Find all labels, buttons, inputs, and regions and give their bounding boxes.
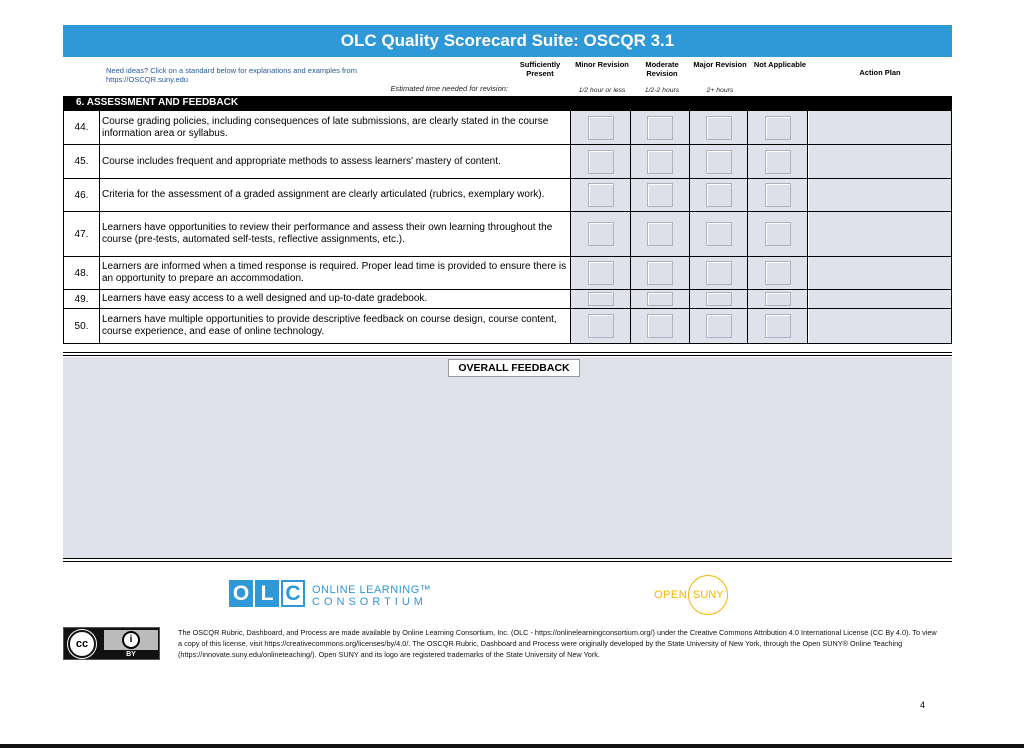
moderate-revision-checkbox[interactable] xyxy=(647,183,673,207)
standard-text: Learners are informed when a timed response is required. Proper lead time is provided to ensure there is an opportunity to prepare an accommodation. xyxy=(102,261,567,284)
not-applicable-cell xyxy=(748,145,808,178)
minor-revision-checkbox[interactable] xyxy=(588,150,614,174)
overall-feedback-label: OVERALL FEEDBACK xyxy=(448,359,580,377)
standard-number: 50. xyxy=(63,309,100,343)
cc-icon: cc xyxy=(68,630,96,658)
major-revision-cell xyxy=(690,179,748,211)
standard-number: 47. xyxy=(63,212,100,256)
moderate-revision-cell xyxy=(631,309,690,343)
minor-revision-checkbox[interactable] xyxy=(588,292,614,306)
not-applicable-checkbox[interactable] xyxy=(765,183,791,207)
table-row xyxy=(63,212,952,257)
action-plan-field[interactable] xyxy=(809,212,952,256)
minor-revision-checkbox[interactable] xyxy=(588,314,614,338)
col-header-moderate-revision: Moderate Revision xyxy=(645,60,679,78)
standard-text: Learners have multiple opportunities to provide descriptive feedback on course design, course content, course experience, and ease of online technology. xyxy=(102,314,557,337)
action-plan-field[interactable] xyxy=(809,257,952,289)
not-applicable-cell xyxy=(748,257,808,289)
olc-logo-letter-o: O xyxy=(229,580,253,607)
overall-feedback-area[interactable] xyxy=(63,357,952,558)
major-revision-cell xyxy=(690,212,748,256)
not-applicable-checkbox[interactable] xyxy=(765,116,791,140)
standard-number: 45. xyxy=(63,145,100,178)
moderate-revision-checkbox[interactable] xyxy=(647,314,673,338)
minor-revision-cell xyxy=(572,111,631,144)
table-row xyxy=(63,179,952,212)
table-row xyxy=(63,290,952,309)
not-applicable-checkbox[interactable] xyxy=(765,150,791,174)
minor-revision-cell xyxy=(572,212,631,256)
not-applicable-checkbox[interactable] xyxy=(765,261,791,285)
major-revision-cell xyxy=(690,290,748,308)
standard-text: Learners have easy access to a well designed and up-to-date gradebook. xyxy=(102,293,428,304)
major-revision-checkbox[interactable] xyxy=(706,261,732,285)
standard-text: Course grading policies, including consequences of late submissions, are clearly stated in the course information area or syllabus. xyxy=(102,115,549,139)
action-plan-field[interactable] xyxy=(809,309,952,343)
major-revision-cell xyxy=(690,145,748,178)
table-row xyxy=(63,145,952,179)
minor-revision-checkbox[interactable] xyxy=(588,116,614,140)
minor-revision-cell xyxy=(572,309,631,343)
not-applicable-checkbox[interactable] xyxy=(765,222,791,246)
table-row xyxy=(63,111,952,145)
major-revision-checkbox[interactable] xyxy=(706,183,732,207)
page-title: OLC Quality Scorecard Suite: OSCQR 3.1 xyxy=(63,25,952,57)
overall-bottom-rule xyxy=(63,558,952,562)
major-revision-checkbox[interactable] xyxy=(706,292,732,306)
table-row xyxy=(63,309,952,344)
olc-logo-letter-l: L xyxy=(255,580,279,607)
major-revision-cell xyxy=(690,257,748,289)
table-row xyxy=(63,257,952,290)
minor-revision-cell xyxy=(572,179,631,211)
moderate-revision-checkbox[interactable] xyxy=(647,261,673,285)
not-applicable-checkbox[interactable] xyxy=(765,314,791,338)
moderate-revision-checkbox[interactable] xyxy=(647,150,673,174)
moderate-revision-checkbox[interactable] xyxy=(647,222,673,246)
standard-text-link[interactable] xyxy=(100,309,571,343)
minor-revision-cell xyxy=(572,257,631,289)
col-header-sufficiently-present: Sufficiently Present xyxy=(519,60,561,78)
col-sub-major: 2+ hours xyxy=(706,87,734,94)
col-header-minor-revision: Minor Revision xyxy=(575,60,629,69)
minor-revision-checkbox[interactable] xyxy=(588,183,614,207)
olc-logo-letter-c: C xyxy=(281,580,305,607)
minor-revision-checkbox[interactable] xyxy=(588,222,614,246)
open-suny-logo xyxy=(650,575,770,615)
open-suny-suny-text: SUNY xyxy=(693,589,724,601)
major-revision-checkbox[interactable] xyxy=(706,150,732,174)
not-applicable-cell xyxy=(748,212,808,256)
major-revision-cell xyxy=(690,309,748,343)
action-plan-field[interactable] xyxy=(809,111,952,144)
minor-revision-checkbox[interactable] xyxy=(588,261,614,285)
major-revision-checkbox[interactable] xyxy=(706,222,732,246)
moderate-revision-checkbox[interactable] xyxy=(647,116,673,140)
license-text: The OSCQR Rubric, Dashboard, and Process are made available by Online Learning Consortium, Inc. (OLC - https://onlinelearningconsortium.org/) under the Creative Commons Attribution 4.0 International License (CC By 4.0). To view a copy of this license, visit https://creativecommons.org/licenses/by/4.0/. The OSCQR Rubric, Dashboard and Process were originally developed by the State University of New York, through the Open SUNY® Online Teaching (https://innovate.suny.edu/onlineteaching/). Open SUNY and its logo are registered trademarks of the State University of New York. xyxy=(178,628,937,659)
moderate-revision-cell xyxy=(631,179,690,211)
standard-text-link[interactable] xyxy=(100,257,571,289)
action-plan-field[interactable] xyxy=(809,179,952,211)
attribution-person-icon: i xyxy=(122,631,140,649)
col-sub-moderate: 1/2-2 hours xyxy=(644,87,680,94)
moderate-revision-cell xyxy=(631,290,690,308)
open-suny-open-text: OPEN xyxy=(654,589,688,601)
standard-text-link[interactable] xyxy=(100,179,571,211)
moderate-revision-cell xyxy=(631,111,690,144)
moderate-revision-cell xyxy=(631,212,690,256)
not-applicable-cell xyxy=(748,290,808,308)
standard-text: Criteria for the assessment of a graded assignment are clearly articulated (rubrics, exemplary work). xyxy=(102,189,545,200)
standard-text-link[interactable] xyxy=(100,290,571,308)
not-applicable-cell xyxy=(748,111,808,144)
action-plan-field[interactable] xyxy=(809,290,952,308)
col-sub-minor: 1/2 hour or less xyxy=(578,87,626,94)
not-applicable-checkbox[interactable] xyxy=(765,292,791,306)
standard-text-link[interactable] xyxy=(100,111,571,144)
moderate-revision-cell xyxy=(631,145,690,178)
standard-number: 49. xyxy=(63,290,100,308)
minor-revision-cell xyxy=(572,290,631,308)
standard-number: 48. xyxy=(63,257,100,289)
major-revision-checkbox[interactable] xyxy=(706,116,732,140)
cc-by-label: BY xyxy=(126,651,136,658)
col-header-not-applicable: Not Applicable xyxy=(753,60,807,69)
standard-text: Learners have opportunities to review their performance and assess their own learning throughout the course (pre-tests, automated self-tests, reflective assignments, etc.). xyxy=(102,222,553,245)
page-bottom-rule xyxy=(0,744,1024,748)
estimated-time-label: Estimated time needed for revision: xyxy=(390,84,508,93)
standard-number: 46. xyxy=(63,179,100,211)
not-applicable-cell xyxy=(748,179,808,211)
standard-text-link[interactable] xyxy=(100,212,571,256)
col-header-major-revision: Major Revision xyxy=(693,60,747,69)
major-revision-checkbox[interactable] xyxy=(706,314,732,338)
page-number: 4 xyxy=(920,700,926,710)
hints-link-text[interactable]: Need ideas? Click on a standard below for explanations and examples from https://OSCQR.suny.edu xyxy=(106,66,357,84)
not-applicable-cell xyxy=(748,309,808,343)
moderate-revision-checkbox[interactable] xyxy=(647,292,673,306)
major-revision-cell xyxy=(690,111,748,144)
col-header-action-plan: Action Plan xyxy=(859,68,901,77)
action-plan-field[interactable] xyxy=(809,145,952,178)
standard-text-link[interactable] xyxy=(100,145,571,178)
section-title: 6. ASSESSMENT AND FEEDBACK xyxy=(63,96,952,110)
cc-by-badge xyxy=(63,627,160,660)
olc-logo-line1: ONLINE LEARNING™ xyxy=(312,584,432,596)
moderate-revision-cell xyxy=(631,257,690,289)
olc-logo-line2: CONSORTIUM xyxy=(312,596,427,608)
minor-revision-cell xyxy=(572,145,631,178)
standard-text: Course includes frequent and appropriate methods to assess learners' mastery of content. xyxy=(102,155,501,167)
standard-number: 44. xyxy=(63,111,100,144)
olc-logo-text xyxy=(312,584,431,608)
overall-top-rule xyxy=(63,352,952,356)
